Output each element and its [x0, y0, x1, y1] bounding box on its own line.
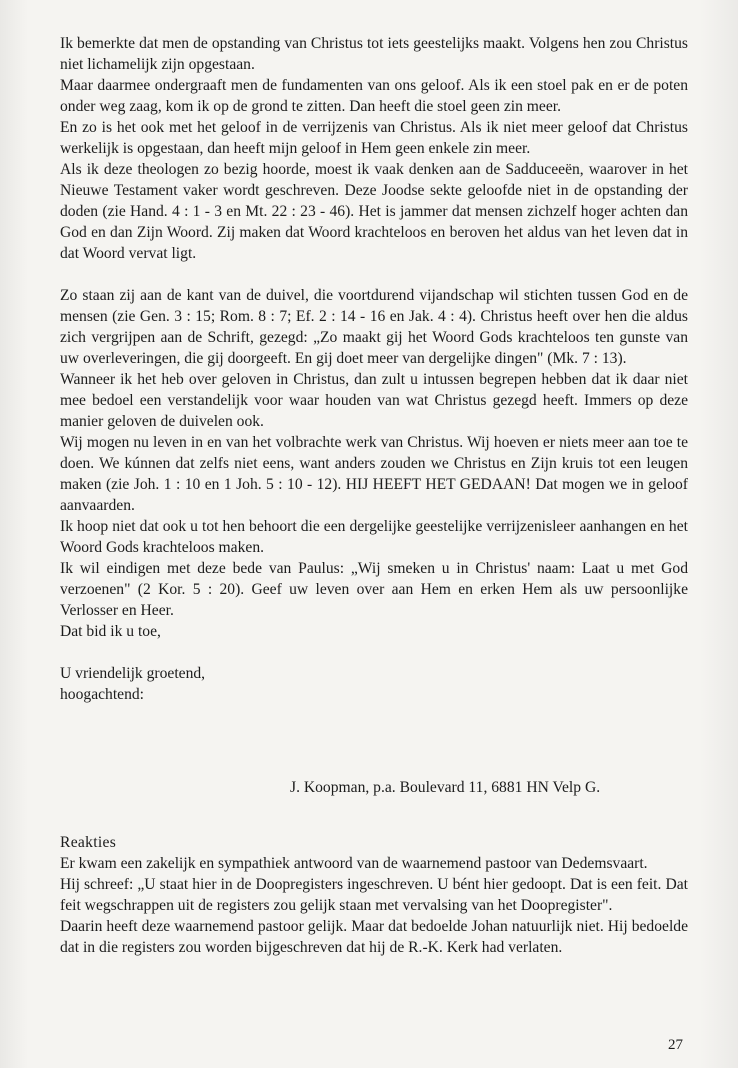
paragraph: En zo is het ook met het geloof in de verrijzenis van Christus. Als ik niet meer geloof dat Christus werkelijk is opgestaan, dan heeft mijn geloof in Hem geen enkele zin meer. [60, 119, 688, 157]
section-heading: Reakties [60, 834, 117, 851]
paragraph: Daarin heeft deze waarnemend pastoor gelijk. Maar dat bedoelde Johan natuurlijk niet. Hij bedoelde dat in die registers zou worden bijgeschreven dat hij de R.-K. Kerk had verlaten. [60, 918, 688, 956]
closing-line: hoogachtend: [60, 686, 145, 703]
letter-body [60, 33, 688, 705]
paragraph: Ik bemerkte dat men de opstanding van Christus tot iets geestelijks maakt. Volgens hen zou Christus niet lichamelijk zijn opgestaan. [60, 35, 688, 73]
reakties-section [60, 832, 688, 958]
paragraph: Zo staan zij aan de kant van de duivel, die voortdurend vijandschap wil stichten tussen God en de mensen (zie Gen. 3 : 15; Rom. 8 : 7; Ef. 2 : 14 - 16 en Jak. 4 : 4). Christus heeft over hen die aldus zich vergrijpen aan de Schrift, gezegd: „Zo maakt gij het Woord Gods krachteloos ten gunste van uw overleveringen, die gij doorgeeft. En gij doet meer van dergelijke dingen" (Mk. 7 : 13). [60, 287, 688, 367]
paragraph: Ik wil eindigen met deze bede van Paulus: „Wij smeken u in Christus' naam: Laat u met God verzoenen" (2 Kor. 5 : 20). Geef uw leven over aan Hem en erken Hem als uw persoonlijke Verlosser en Heer. [60, 560, 688, 619]
paragraph-gap [60, 264, 688, 285]
paragraph-gap [60, 642, 688, 663]
paragraph: Ik hoop niet dat ook u tot hen behoort die een dergelijke geestelijke verrijzenisleer aanhangen en het Woord Gods krachteloos maken. [60, 518, 688, 556]
paragraph: Maar daarmee ondergraaft men de fundamenten van ons geloof. Als ik een stoel pak en er de poten onder weg zaag, kom ik op de grond te zitten. Dan heeft die stoel geen zin meer. [60, 77, 688, 115]
paragraph: Wij mogen nu leven in en van het volbrachte werk van Christus. Wij hoeven er niets meer aan toe te doen. We kúnnen dat zelfs niet eens, want anders zouden we Christus en Zijn kruis tot een leugen maken (zie Joh. 1 : 10 en 1 Joh. 5 : 10 - 12). HIJ HEEFT HET GEDAAN! Dat mogen we in geloof aanvaarden. [60, 434, 688, 514]
signature-address: J. Koopman, p.a. Boulevard 11, 6881 HN Velp G. [290, 779, 601, 796]
paragraph: Er kwam een zakelijk en sympathiek antwoord van de waarnemend pastoor van Dedemsvaart. [60, 855, 648, 872]
page-number: 27 [668, 1037, 683, 1053]
paragraph: Hij schreef: „U staat hier in de Doopregisters ingeschreven. U bént hier gedoopt. Dat is een feit. Dat feit wegschrappen uit de registers zou gelijk staan met vervalsing van het Doopregister". [60, 876, 688, 914]
paragraph: Wanneer ik het heb over geloven in Christus, dan zult u intussen begrepen hebben dat ik daar niet mee bedoel een verstandelijk voor waar houden van wat Christus gezegd heeft. Immers op deze manier geloven de duivelen ook. [60, 371, 688, 430]
closing-line: U vriendelijk groetend, [60, 665, 206, 682]
paragraph: Als ik deze theologen zo bezig hoorde, moest ik vaak denken aan de Sadduceeën, waarover in het Nieuwe Testament vaker wordt geschreven. Deze Joodse sekte geloofde niet in de opstanding der doden (zie Hand. 4 : 1 - 3 en Mt. 22 : 23 - 46). Het is jammer dat mensen zichzelf hoger achten dan God en dan Zijn Woord. Zij maken dat Woord krachteloos en beroven het aldus van het leven dat in dat Woord vervat ligt. [60, 161, 688, 262]
paragraph: Dat bid ik u toe, [60, 623, 161, 640]
